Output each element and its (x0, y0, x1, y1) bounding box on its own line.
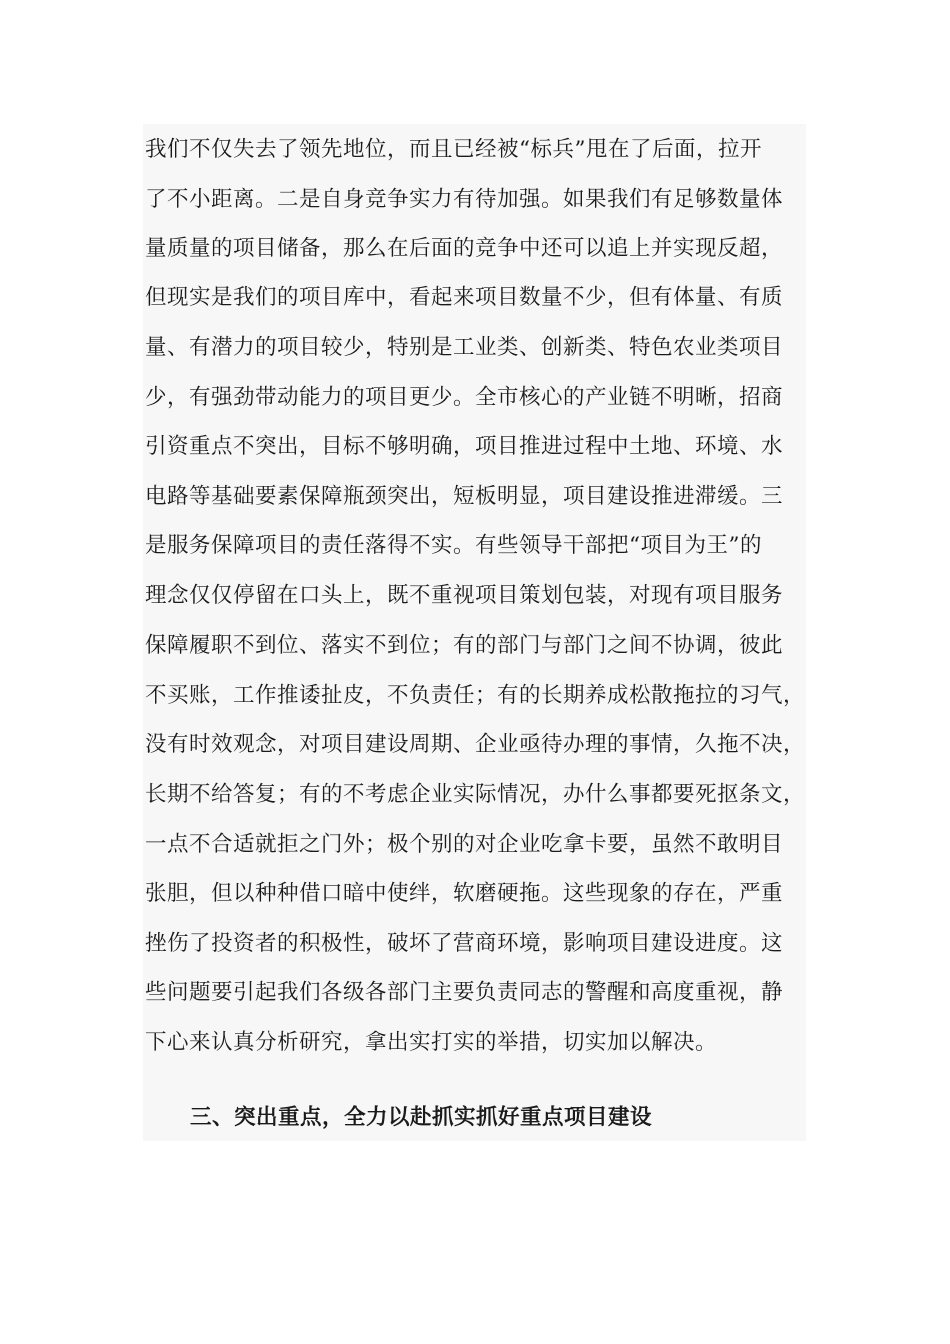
paragraph-line: 长期不给答复；有的不考虑企业实际情况，办什么事都要死抠条文， (145, 782, 806, 807)
paragraph-line: 不买账，工作推诿扯皮，不负责任；有的长期养成松散拖拉的习气， (145, 683, 806, 708)
paragraph-line: 保障履职不到位、落实不到位；有的部门与部门之间不协调，彼此 (145, 633, 784, 658)
paragraph-line: 量、有潜力的项目较少，特别是工业类、创新类、特色农业类项目 (145, 335, 784, 360)
paragraph-line: 下心来认真分析研究，拿出实打实的举措，切实加以解决。 (145, 1030, 718, 1055)
paragraph-line: 没有时效观念，对项目建设周期、企业亟待办理的事情，久拖不决， (145, 732, 806, 757)
paragraph-line: 量质量的项目储备，那么在后面的竞争中还可以追上并实现反超， (145, 236, 784, 261)
paragraph-line: 挫伤了投资者的积极性，破坏了营商环境，影响项目建设进度。这 (145, 931, 784, 956)
paragraph-line: 引资重点不突出，目标不够明确，项目推进过程中土地、环境、水 (145, 434, 784, 459)
paragraph-line: 一点不合适就拒之门外；极个别的对企业吃拿卡要，虽然不敢明目 (145, 832, 784, 857)
paragraph-line: 我们不仅失去了领先地位，而且已经被“标兵”甩在了后面，拉开 (145, 137, 762, 162)
paragraph-line: 电路等基础要素保障瓶颈突出，短板明显，项目建设推进滞缓。三 (145, 484, 784, 509)
section-heading: 三、突出重点，全力以赴抓实抓好重点项目建设 (190, 1105, 653, 1130)
paragraph-line: 张胆，但以种种借口暗中使绊，软磨硬拖。这些现象的存在，严重 (145, 881, 784, 906)
paragraph-line: 少，有强劲带动能力的项目更少。全市核心的产业链不明晰，招商 (145, 385, 784, 410)
paragraph-line: 理念仅仅停留在口头上，既不重视项目策划包装，对现有项目服务 (145, 583, 784, 608)
paragraph-line: 了不小距离。二是自身竞争实力有待加强。如果我们有足够数量体 (145, 187, 784, 212)
paragraph-line: 但现实是我们的项目库中，看起来项目数量不少，但有体量、有质 (145, 285, 784, 310)
paragraph-line: 是服务保障项目的责任落得不实。有些领导干部把“项目为王”的 (145, 533, 762, 558)
paragraph-line: 些问题要引起我们各级各部门主要负责同志的警醒和高度重视，静 (145, 980, 784, 1005)
